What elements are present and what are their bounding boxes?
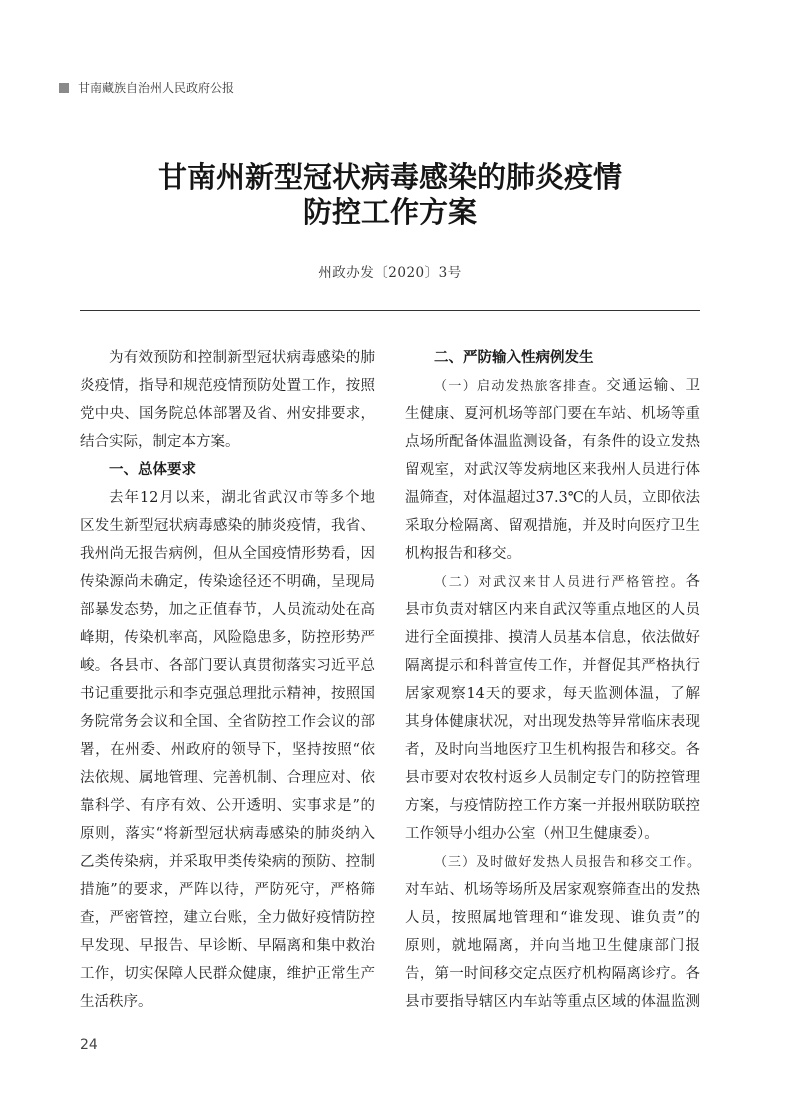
- document-number: 州政办发〔2020〕3号: [318, 265, 462, 281]
- paragraph-line: 我州尚无报告病例，但从全国疫情形势看，因: [80, 546, 375, 562]
- page-number: 24: [80, 1037, 98, 1053]
- paragraph-line: 方案，与疫情防控工作方案一并报州联防联控: [405, 798, 700, 814]
- paragraph-line: 原则，就地隔离，并向当地卫生健康部门报: [405, 938, 700, 954]
- paragraph-line: 务院常务会议和全国、全省防控工作会议的部: [80, 714, 375, 730]
- paragraph-line: 书记重要批示和李克强总理批示精神，按照国: [80, 686, 375, 702]
- paragraph-line: 生活秩序。: [80, 994, 153, 1010]
- paragraph-line: 隔离提示和科普宣传工作，并督促其严格执行: [405, 658, 700, 674]
- subsection-lead: （二）对武汉来甘人员进行严格管控。: [434, 574, 686, 589]
- subsection-paragraph: [405, 568, 700, 848]
- paragraph-line: 峻。各县市、各部门要认真贯彻落实习近平总: [80, 658, 375, 674]
- paragraph-line: 进行全面摸排、摸清人员基本信息，依法做好: [405, 630, 700, 646]
- paragraph-line: 采取分检隔离、留观措施，并及时向医疗卫生: [405, 518, 700, 534]
- title-divider: [80, 310, 700, 311]
- paragraph-line: 人员，按照属地管理和“谁发现、谁负责”的: [405, 910, 700, 926]
- subsection-lead: （三）及时做好发热人员报告和移交工作。: [434, 854, 700, 869]
- paragraph-line: 县市要对农牧村返乡人员制定专门的防控管理: [405, 770, 700, 786]
- paragraph-line: 点场所配备体温监测设备，有条件的设立发热: [405, 434, 700, 450]
- paragraph-line: [405, 372, 700, 400]
- paragraph-line: 查，严密管控，建立台账，全力做好疫情防控: [80, 910, 375, 926]
- paragraph-line: 区发生新型冠状病毒感染的肺炎疫情，我省、: [80, 518, 375, 534]
- header-square-mark: [59, 83, 69, 93]
- paragraph-line: 传染源尚未确定，传染途径还不明确，呈现局: [80, 574, 375, 590]
- paragraph-line: 工作，切实保障人民群众健康，维护正常生产: [80, 966, 375, 982]
- paragraph-line: [405, 848, 700, 876]
- paragraph-line: 留观室，对武汉等发病地区来我州人员进行体: [405, 462, 700, 478]
- paragraph-line: [405, 568, 700, 596]
- section-heading: 一、总体要求: [109, 462, 196, 478]
- title-line: 甘南州新型冠状病毒感染的肺炎疫情: [157, 160, 622, 194]
- subsection-paragraph: [405, 848, 700, 1016]
- paragraph-line: 早发现、早报告、早诊断、早隔离和集中救治: [80, 938, 375, 954]
- left-column: [80, 344, 375, 1016]
- paragraph-line: 机构报告和移交。: [405, 546, 521, 562]
- line-text: 各: [685, 574, 700, 590]
- paragraph-line: 党中央、国务院总体部署及省、州安排要求，: [80, 406, 375, 422]
- title-line: 防控工作方案: [302, 195, 477, 229]
- paragraph-line: 工作领导小组办公室（州卫生健康委）。: [405, 826, 659, 842]
- paragraph-line: 县市要指导辖区内车站等重点区域的体温监测: [405, 994, 700, 1010]
- paragraph-line: 署，在州委、州政府的领导下，坚持按照“依: [80, 742, 375, 758]
- subsection-paragraph: [405, 372, 700, 568]
- right-column: [405, 344, 700, 1016]
- intro-paragraph: [80, 344, 375, 456]
- publication-name: 甘南藏族自治州人民政府公报: [78, 81, 235, 95]
- paragraph-line: 峰期，传染机率高，风险隐患多，防控形势严: [80, 630, 375, 646]
- paragraph-line: 去年12月以来，湖北省武汉市等多个地: [109, 490, 375, 506]
- paragraph-line: 乙类传染病，并采取甲类传染病的预防、控制: [80, 854, 375, 870]
- paragraph-line: 县市负责对辖区内来自武汉等重点地区的人员: [405, 602, 700, 618]
- subsection-lead: （一）启动发热旅客排查。: [434, 378, 607, 393]
- section-heading: 二、严防输入性病例发生: [434, 350, 594, 366]
- paragraph-line: 为有效预防和控制新型冠状病毒感染的肺: [109, 350, 375, 366]
- paragraph-line: 靠科学、有序有效、公开透明、实事求是”的: [80, 798, 375, 814]
- section-1-paragraph: [80, 484, 375, 1016]
- paragraph-line: 告，第一时间移交定点医疗机构隔离诊疗。各: [405, 966, 700, 982]
- paragraph-line: 炎疫情，指导和规范疫情预防处置工作，按照: [80, 378, 375, 394]
- paragraph-line: 生健康、夏河机场等部门要在车站、机场等重: [405, 406, 700, 422]
- paragraph-line: 者，及时向当地医疗卫生机构报告和移交。各: [405, 742, 700, 758]
- paragraph-line: 措施”的要求，严阵以待，严防死守，严格筛: [80, 882, 375, 898]
- paragraph-line: 法依规、属地管理、完善机制、合理应对、依: [80, 770, 375, 786]
- paragraph-line: 部暴发态势，加之正值春节，人员流动处在高: [80, 602, 375, 618]
- paragraph-line: 原则，落实“将新型冠状病毒感染的肺炎纳入: [80, 826, 375, 842]
- paragraph-line: 对车站、机场等场所及居家观察筛查出的发热: [405, 882, 700, 898]
- paragraph-line: 结合实际，制定本方案。: [80, 434, 240, 450]
- document-title: [80, 160, 700, 230]
- paragraph-line: 其身体健康状况，对出现发热等异常临床表现: [405, 714, 700, 730]
- paragraph-line: 温筛查，对体温超过37.3℃的人员，立即依法: [405, 490, 701, 506]
- paragraph-line: 居家观察14天的要求，每天监测体温，了解: [405, 686, 700, 702]
- line-text: 交通运输、卫: [606, 378, 700, 394]
